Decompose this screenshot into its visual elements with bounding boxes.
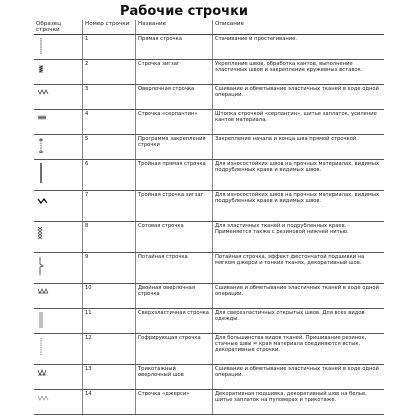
description-cell: Стачивание и простегивание. [213, 35, 385, 60]
double-overlock-stitch-icon [36, 286, 56, 304]
name-cell: Строчка зигзаг [136, 60, 213, 85]
number-cell: 1 [83, 35, 136, 60]
name-cell: Двойная оверлочная строчка [136, 284, 213, 309]
description-cell: Для сверхэластичных открытых швов. Для всех видов одежды. [213, 309, 385, 334]
zigzag-stitch-icon [36, 62, 56, 80]
table-header-row [34, 20, 384, 35]
jersey-stitch-icon [36, 392, 56, 410]
number-cell: 6 [83, 160, 136, 191]
sample-cell [34, 253, 83, 284]
table-row [34, 390, 384, 415]
table-row [34, 284, 384, 309]
description-cell: Для износостойких швов на прочных материалах, видимых подрубленных краев и видимых швов. [213, 160, 385, 191]
super-stretch-stitch-icon [36, 311, 56, 329]
header-description: Описание [213, 20, 385, 35]
header-number: Номер строчки [83, 20, 136, 35]
name-cell: Строчка «серпантин» [136, 110, 213, 135]
stitch-table [34, 20, 384, 415]
number-cell: 5 [83, 135, 136, 160]
serpentine-stitch-icon [36, 112, 56, 130]
name-cell: Тройная прямая строчка [136, 160, 213, 191]
gathering-stitch-icon [36, 336, 56, 358]
sample-cell [34, 222, 83, 253]
description-cell: Потайная строчка, эффект фестончатой подшивки на мягком джерси и тонких тканях, декоративный шов. [213, 253, 385, 284]
number-cell: 14 [83, 390, 136, 415]
name-cell: Программа закрепления строчки [136, 135, 213, 160]
name-cell: Гофрирующая строчка [136, 334, 213, 365]
description-cell: Укрепление швов, обработка кантов, выполнение эластичных швов и закрепление кружевных вставок. [213, 60, 385, 85]
sample-cell [34, 284, 83, 309]
sample-cell [34, 365, 83, 390]
header-sample: Образец строчки [34, 20, 83, 35]
table-row [34, 160, 384, 191]
description-cell: Для эластичных тканей и подрубленных краев. Применяется также с резиновой нижней нитью. [213, 222, 385, 253]
table-row [34, 334, 384, 365]
name-cell: Сотовая строчка [136, 222, 213, 253]
description-cell: Сшивание и обметывание эластичных тканей в ходе одной операции. [213, 365, 385, 390]
description-cell: Для большинства видов тканей. Пришивание резинок, стачные швы = края материала соединяются встык, декоративные строчки. [213, 334, 385, 365]
number-cell: 2 [83, 60, 136, 85]
lock-stitch-icon [36, 137, 56, 155]
table-row [34, 85, 384, 110]
table-row [34, 222, 384, 253]
table-row [34, 110, 384, 135]
triple-straight-stitch-icon [36, 162, 56, 184]
sample-cell [34, 191, 83, 222]
page-title: Рабочие строчки [120, 4, 249, 19]
blind-hem-stitch-icon [36, 255, 56, 277]
number-cell: 9 [83, 253, 136, 284]
description-cell: Штопка строчкой «серпантин», шитье заплаток, усиление кантов материала. [213, 110, 385, 135]
sample-cell [34, 60, 83, 85]
sample-cell [34, 85, 83, 110]
description-cell: Закрепление начала и конца шва прямой строчкой. [213, 135, 385, 160]
name-cell: Оверлочная строчка [136, 85, 213, 110]
name-cell: Строчка «джерси» [136, 390, 213, 415]
description-cell: Сшивание и обметывание эластичных тканей в ходе одной операции. [213, 85, 385, 110]
table-row [34, 135, 384, 160]
number-cell: 12 [83, 334, 136, 365]
number-cell: 13 [83, 365, 136, 390]
sample-cell [34, 334, 83, 365]
table-row [34, 365, 384, 390]
honeycomb-stitch-icon [36, 224, 56, 246]
name-cell: Сверхэластичная строчка [136, 309, 213, 334]
number-cell: 10 [83, 284, 136, 309]
name-cell: Тройная строчка зигзаг [136, 191, 213, 222]
number-cell: 7 [83, 191, 136, 222]
overlock-stitch-icon [36, 87, 56, 105]
description-cell: Для износостойких швов на прочных материалах, видимых подрубленных краев и видимых швов. [213, 191, 385, 222]
name-cell: Потайная строчка [136, 253, 213, 284]
table-row [34, 60, 384, 85]
number-cell: 3 [83, 85, 136, 110]
header-name: Название [136, 20, 213, 35]
table-row [34, 35, 384, 60]
sample-cell [34, 110, 83, 135]
sample-cell [34, 390, 83, 415]
table-row [34, 309, 384, 334]
straight-stitch-icon [36, 37, 56, 55]
description-cell: Декоративная подшивка, декоративный шов на белье, шитье заплаток на пуловерах и трикотаже. [213, 390, 385, 415]
sample-cell [34, 309, 83, 334]
description-cell: Сшивание и обметывание эластичных тканей в ходе одной операции. [213, 284, 385, 309]
number-cell: 4 [83, 110, 136, 135]
name-cell: Трикотажный оверлочный шов [136, 365, 213, 390]
knit-overlock-stitch-icon [36, 367, 56, 385]
triple-zigzag-stitch-icon [36, 193, 56, 215]
table-row [34, 191, 384, 222]
table-row [34, 253, 384, 284]
number-cell: 11 [83, 309, 136, 334]
sample-cell [34, 35, 83, 60]
name-cell: Прямая строчка [136, 35, 213, 60]
sample-cell [34, 135, 83, 160]
number-cell: 8 [83, 222, 136, 253]
sample-cell [34, 160, 83, 191]
